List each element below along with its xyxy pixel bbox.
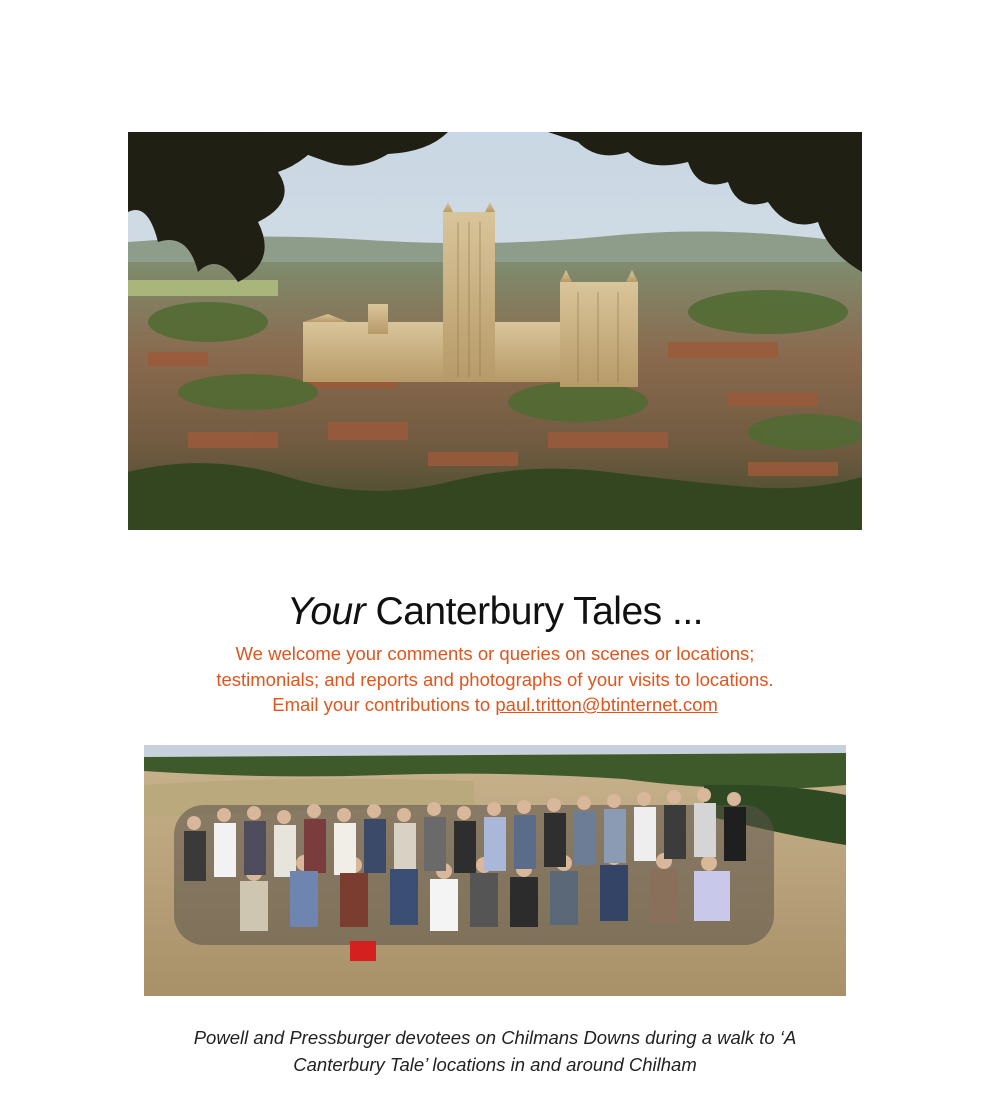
caption-line-1: Powell and Pressburger devotees on Chilmans Downs during a walk to ‘A bbox=[193, 1027, 797, 1048]
email-link[interactable]: paul.tritton@btinternet.com bbox=[495, 694, 718, 715]
group-photo bbox=[144, 745, 846, 996]
photo-caption bbox=[0, 1024, 990, 1078]
heading-italic: Your bbox=[286, 590, 366, 633]
caption-line-2: Canterbury Tale’ locations in and around Chilham bbox=[293, 1054, 697, 1075]
email-prompt: Email your contributions to bbox=[272, 694, 496, 715]
page-heading bbox=[0, 586, 990, 638]
invitation-text bbox=[0, 641, 990, 718]
invitation-line-3 bbox=[0, 692, 990, 718]
cathedral-photo bbox=[128, 132, 862, 530]
invitation-line-2: testimonials; and reports and photographs of your visits to locations. bbox=[216, 668, 774, 690]
heading-rest: Canterbury Tales ... bbox=[365, 590, 703, 633]
invitation-line-1: We welcome your comments or queries on scenes or locations; bbox=[235, 643, 755, 664]
